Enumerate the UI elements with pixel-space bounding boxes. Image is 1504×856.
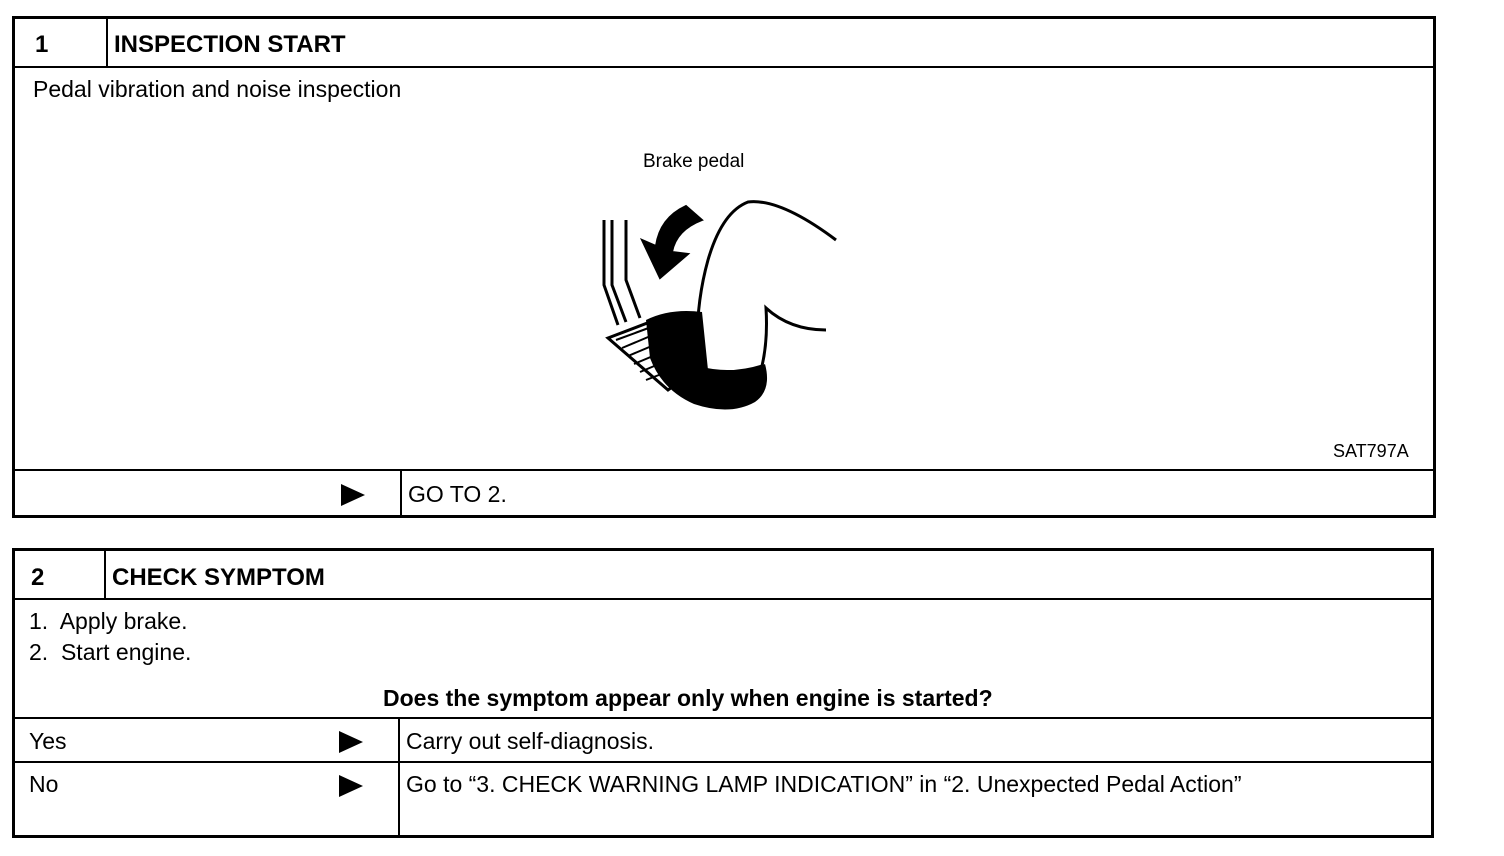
step-2-question: Does the symptom appear only when engine is started? bbox=[383, 685, 993, 711]
answer-no-label: No bbox=[29, 771, 59, 797]
step-1-result-rule bbox=[15, 469, 1433, 471]
answer-no-top-rule bbox=[15, 761, 1431, 763]
step-1-result-divider bbox=[400, 469, 402, 518]
figure-label: Brake pedal bbox=[643, 151, 745, 172]
answer-divider bbox=[398, 717, 400, 835]
step-1-result: GO TO 2. bbox=[408, 481, 507, 507]
arrow-right-icon bbox=[339, 775, 363, 797]
step-1-header-rule bbox=[15, 66, 1433, 68]
arrow-right-icon bbox=[341, 484, 365, 506]
instruction-2: 2. Start engine. bbox=[29, 639, 192, 665]
instruction-1: 1. Apply brake. bbox=[29, 608, 188, 634]
step-2-header-rule bbox=[15, 598, 1431, 600]
step-2-number: 2 bbox=[31, 564, 45, 591]
step-2-title: CHECK SYMPTOM bbox=[112, 564, 325, 591]
answer-yes-label: Yes bbox=[29, 728, 67, 754]
answer-yes-action: Carry out self-diagnosis. bbox=[406, 728, 654, 754]
step-1-title: INSPECTION START bbox=[114, 31, 346, 58]
step-1-header-divider bbox=[106, 19, 108, 66]
step-1-number: 1 bbox=[35, 31, 49, 58]
step-2-box bbox=[12, 548, 1434, 838]
answer-no-action: Go to “3. CHECK WARNING LAMP INDICATION” in “2. Unexpected Pedal Action” bbox=[406, 771, 1242, 797]
answer-yes-top-rule bbox=[15, 717, 1431, 719]
brake-pedal-foot-illustration bbox=[590, 190, 850, 420]
arrow-right-icon bbox=[339, 731, 363, 753]
figure-code: SAT797A bbox=[1333, 441, 1409, 461]
step-2-header-divider bbox=[104, 551, 106, 598]
step-1-description: Pedal vibration and noise inspection bbox=[33, 76, 402, 102]
